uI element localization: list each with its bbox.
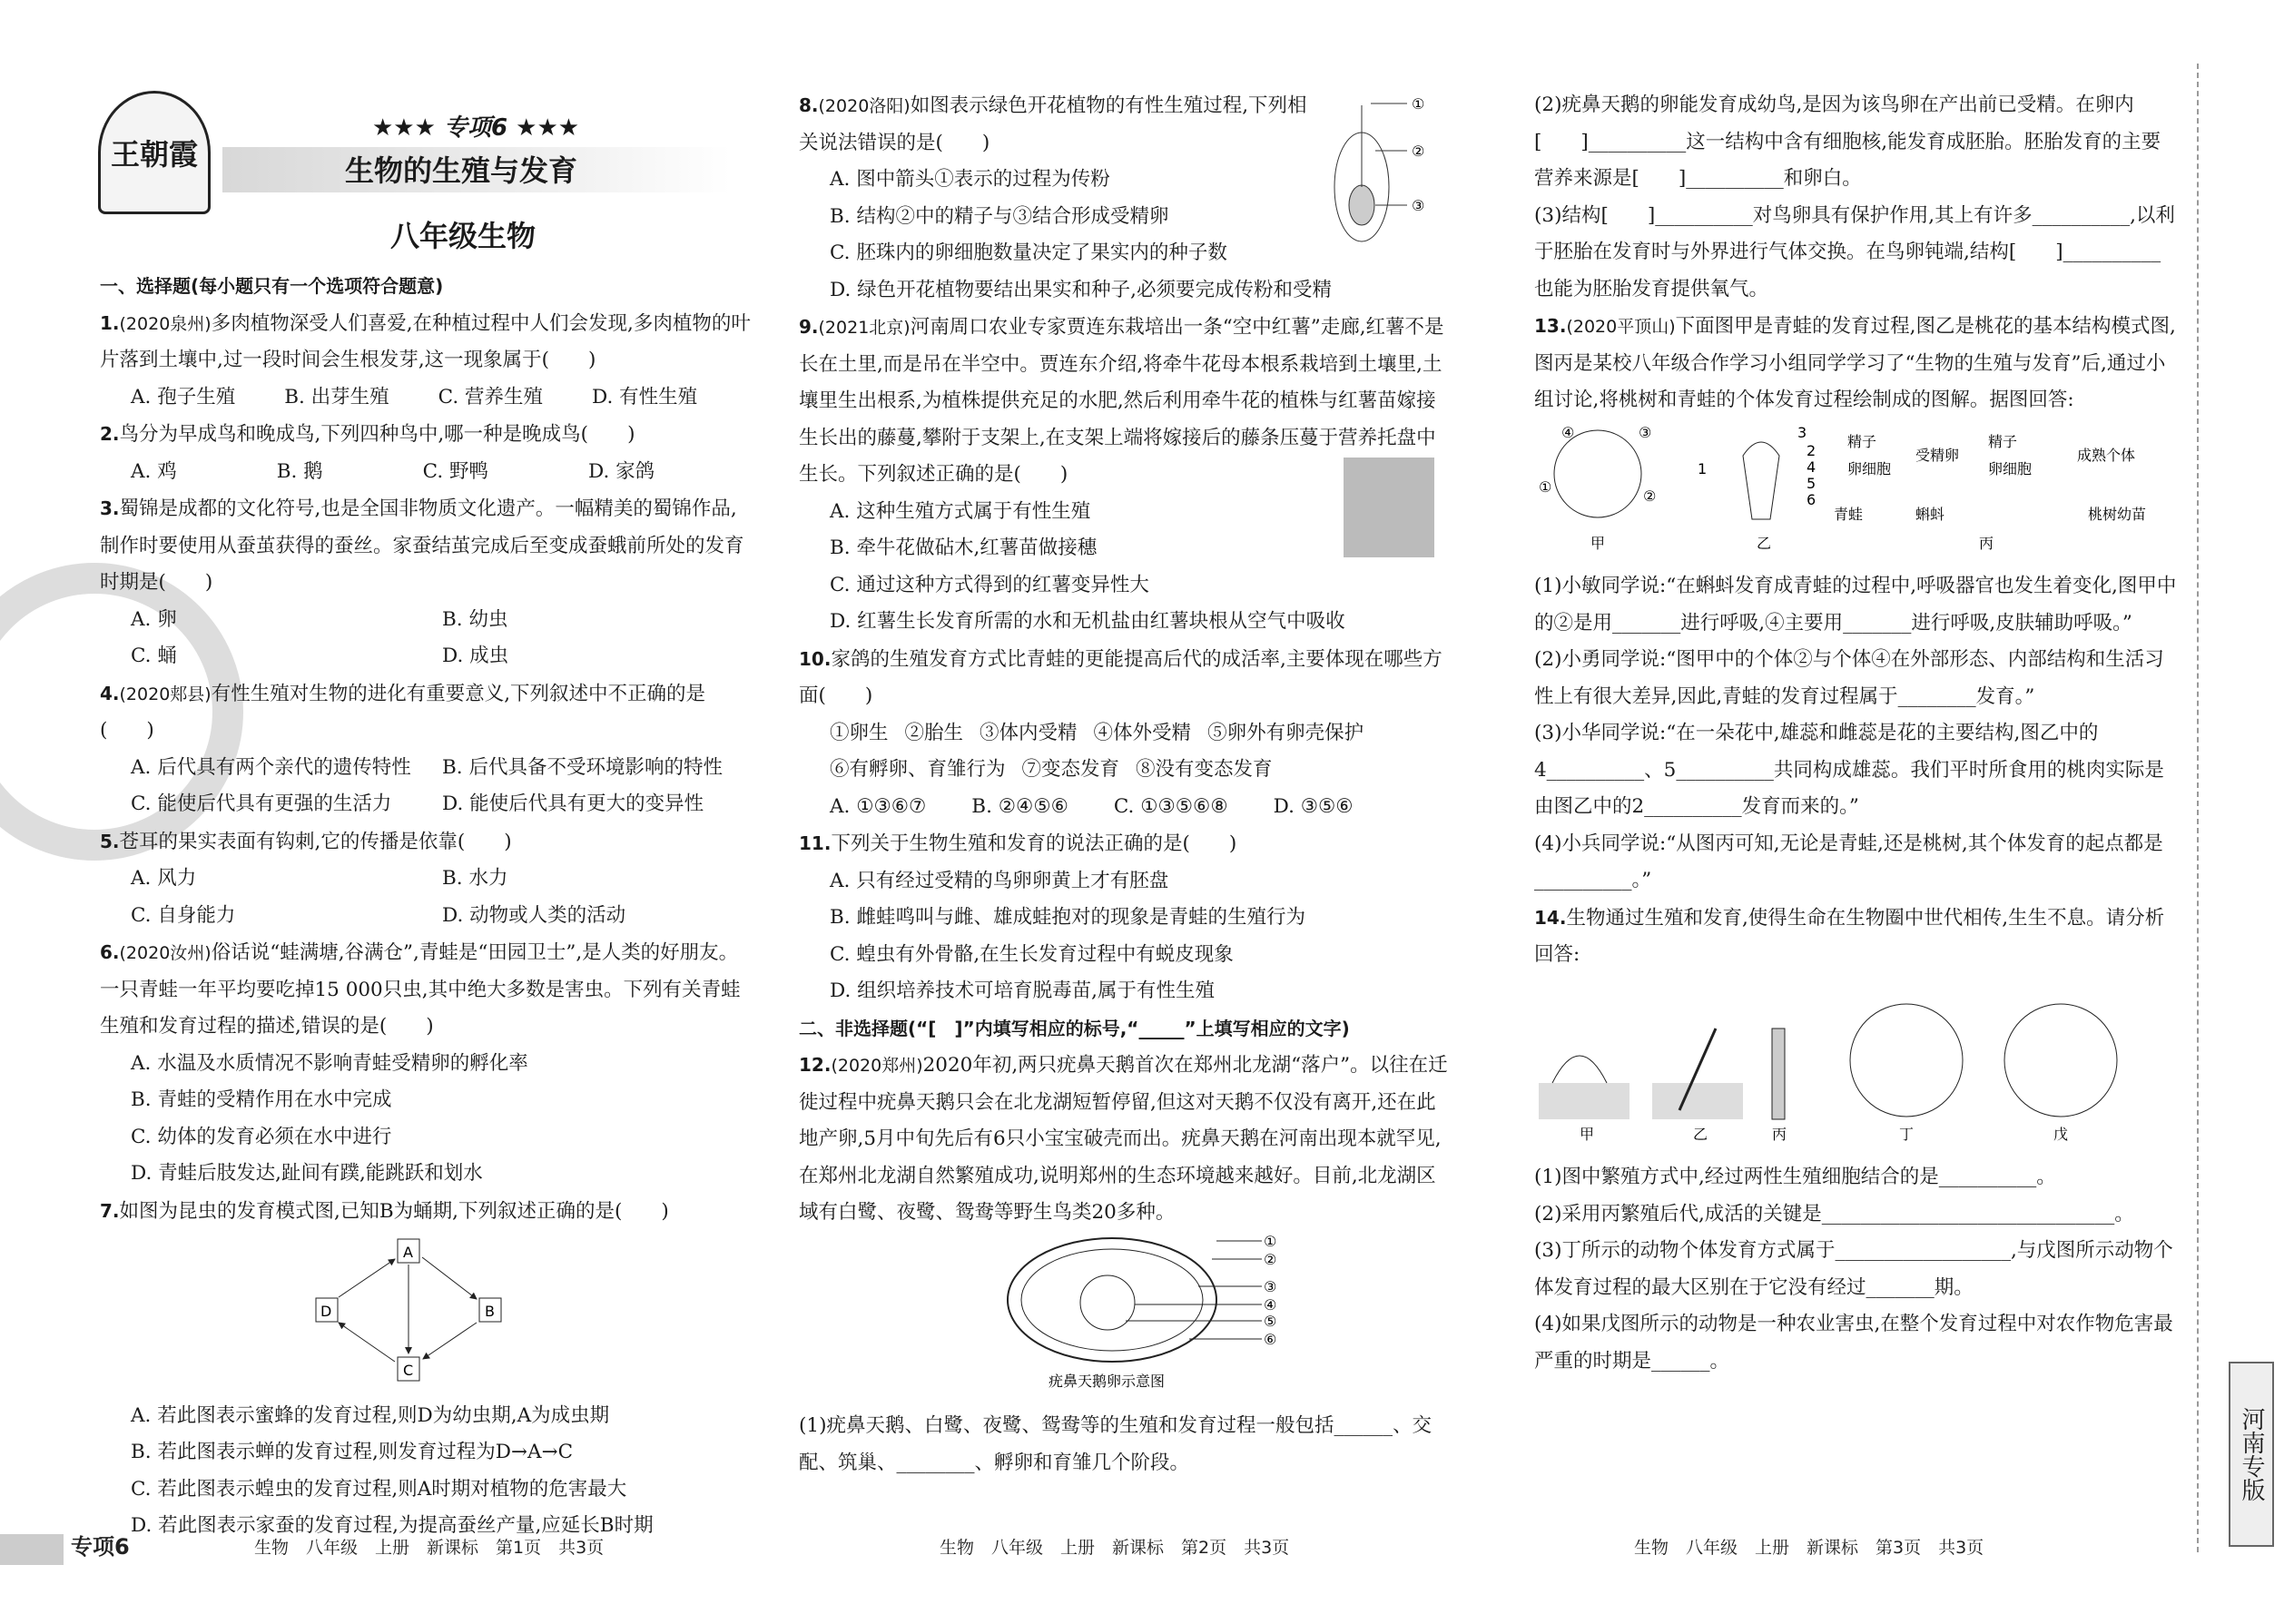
layering-branch	[1552, 1056, 1607, 1083]
question-4	[100, 675, 753, 750]
q3-options	[100, 638, 753, 675]
q-num: 9.	[799, 316, 819, 338]
q-num: 14.	[1534, 906, 1567, 929]
label-1: 1	[1698, 459, 1708, 477]
q-text: 如图为昆虫的发育模式图,已知B为蛹期,下列叙述正确的是( )	[119, 1199, 669, 1223]
question-3	[100, 490, 753, 602]
item: ⑧没有变态发育	[1136, 758, 1273, 781]
q-source: (2021北京)	[818, 318, 911, 338]
question-11	[799, 825, 1452, 863]
page-title: 生物的生殖与发育	[345, 153, 578, 188]
q-text: 下面图甲是青蛙的发育过程,图乙是桃花的基本结构模式图,图丙是某校八年级合作学习小组同学学习了“生物的生殖与发育”后,通过小组讨论,将桃树和青蛙的个体发育过程绘制成的图解。据图回答:	[1534, 315, 2176, 411]
option[interactable]: C. 通过这种方式得到的红薯变异性大	[830, 573, 1149, 596]
swan-egg-diagram	[799, 1232, 1452, 1395]
q-num: 1.	[100, 311, 120, 334]
question-6	[100, 934, 753, 1046]
q-num: 8.	[799, 94, 819, 116]
footer-page-3: 生物 八年级 上册 新课标 第3页 共3页	[1634, 1538, 1984, 1558]
q-text: 如图表示绿色开花植物的有性生殖过程,下列相关说法错误的是( )	[799, 94, 1307, 154]
q-source: (2020泉州)	[119, 313, 212, 334]
subquestion: (2)疣鼻天鹅的卵能发育成幼鸟,是因为该鸟卵在产出前已受精。在卵内[ ]__________这一结构中含有细胞核,能发育成胚胎。胚胎发育的主要营养来源是[ ]__________和卵白。	[1534, 94, 2161, 190]
cycle-ding	[1850, 1004, 1963, 1117]
yolk	[1080, 1275, 1135, 1330]
q9-options-block	[799, 494, 1452, 605]
q5-options	[100, 861, 753, 898]
label-2: ②	[1264, 1250, 1277, 1268]
option[interactable]: C. 蝗虫有外骨骼,在生长发育过程中有蜕皮现象	[830, 942, 1234, 966]
item: ⑤卵外有卵壳保护	[1207, 721, 1364, 744]
q-source: (2020郏县)	[119, 684, 212, 704]
subquestion: (4)小兵同学说:“从图丙可知,无论是青蛙,还是桃树,其个体发育的起点都是__________。”	[1534, 832, 2163, 891]
q-source: (2020洛阳)	[818, 96, 911, 116]
insect-cycle-diagram	[100, 1230, 753, 1384]
option[interactable]: A. 后代具有两个亲代的遗传特性	[131, 755, 411, 779]
option[interactable]: A. 图中箭头①表示的过程为传粉	[830, 168, 1110, 191]
q-num: 7.	[100, 1199, 120, 1222]
option[interactable]: D. 绿色开花植物要结出果实和种子,必须要完成传粉和受精	[830, 278, 1332, 301]
option[interactable]: D. 动物或人类的活动	[442, 903, 626, 927]
footer-bar	[0, 1534, 64, 1565]
caption-ding: 丁	[1899, 1125, 1915, 1143]
flower-fertilization-diagram	[1307, 87, 1452, 269]
option[interactable]: C. 能使后代具有更强的生活力	[131, 792, 392, 815]
q-num: 11.	[799, 832, 832, 854]
q5-options	[100, 898, 753, 935]
label-5: 5	[1807, 474, 1816, 492]
option[interactable]: D. 家鸽	[588, 459, 655, 483]
option[interactable]: A. 若此图表示蜜蜂的发育过程,则D为幼虫期,A为成虫期	[131, 1403, 610, 1427]
caption-jia: 甲	[1580, 1125, 1595, 1143]
section-title: 一、选择题(每小题只有一个选项符合题意)	[100, 275, 444, 297]
adult-label: 成熟个体	[2077, 446, 2136, 464]
option[interactable]: A. 卵	[131, 607, 177, 631]
cut-line	[2197, 64, 2199, 1552]
label-2: ②	[1643, 487, 1657, 505]
soil-yi	[1652, 1083, 1743, 1119]
option[interactable]: B. 后代具备不受环境影响的特性	[442, 755, 723, 779]
logo-text: 王朝霞	[110, 137, 198, 172]
q10-items	[799, 752, 1452, 789]
option[interactable]: A. 水温及水质情况不影响青蛙受精卵的孵化率	[131, 1051, 528, 1075]
q-text: 有性生殖对生物的进化有重要意义,下列叙述中不正确的是( )	[100, 682, 706, 742]
option[interactable]: C. 若此图表示蝗虫的发育过程,则A时期对植物的危害最大	[131, 1477, 627, 1501]
arrow	[339, 1323, 395, 1362]
caption-bing: 丙	[1772, 1125, 1787, 1143]
q-num: 10.	[799, 647, 832, 670]
subquestion: (2)采用丙繁殖后代,成活的关键是______________________________。	[1534, 1202, 2134, 1225]
q10-items	[799, 715, 1452, 753]
q-source: (2020汝州)	[119, 943, 212, 963]
item: ③体内受精	[980, 721, 1078, 744]
option[interactable]: C. ①③⑤⑥⑧	[1113, 794, 1228, 818]
option[interactable]: C. 野鸭	[422, 459, 489, 483]
option[interactable]: B. 幼虫	[442, 607, 508, 631]
question-8	[799, 87, 1307, 162]
graft	[1772, 1029, 1785, 1119]
option[interactable]: A. 只有经过受精的鸟卵卵黄上才有胚盘	[830, 869, 1169, 892]
option[interactable]: A. 风力	[131, 867, 197, 890]
label-3: ③	[1639, 423, 1652, 441]
label-4: 4	[1807, 458, 1816, 476]
section-title: 二、非选择题(“[ ]”内填写相应的标号,“_____”上填写相应的文字)	[799, 1017, 1350, 1039]
option[interactable]: B. 鹅	[276, 459, 323, 483]
reproduction-figures	[1534, 974, 2179, 1147]
frog-cycle	[1554, 430, 1641, 517]
q-text: 苍耳的果实表面有钩刺,它的传播是依靠( )	[119, 830, 512, 853]
question-2	[100, 416, 753, 454]
option[interactable]: B. 雌蛙鸣叫与雌、雄成蛙抱对的现象是青蛙的生殖行为	[830, 906, 1305, 929]
q-text: 生物通过生殖和发育,使得生命在生物圈中世代相传,生生不息。请分析回答:	[1534, 906, 2165, 966]
column-3	[1534, 87, 2179, 1380]
arrow	[422, 1257, 477, 1299]
q-num: 4.	[100, 682, 120, 704]
egg-label: 卵细胞	[1988, 459, 2033, 477]
option[interactable]: A. 孢子生殖	[131, 385, 236, 408]
item: ⑦变态发育	[1021, 758, 1120, 781]
option[interactable]: C. 胚珠内的卵细胞数量决定了果实内的种子数	[830, 241, 1227, 264]
q-text: 家鸽的生殖发育方式比青蛙的更能提高后代的成活率,主要体现在哪些方面( )	[799, 647, 1442, 707]
q-text: 俗话说“蛙满塘,谷满仓”,青蛙是“田园卫士”,是人类的好朋友。一只青蛙一年平均要吃掉15 000只虫,其中绝大多数是害虫。下列有关青蛙生殖和发育过程的描述,错误的是( )	[100, 941, 741, 1038]
question-7	[100, 1193, 753, 1231]
label-6: 6	[1807, 490, 1816, 508]
ovule-shape	[1349, 185, 1374, 225]
footer-page-1: 生物 八年级 上册 新课标 第1页 共3页	[254, 1538, 605, 1558]
column-1	[100, 268, 753, 1545]
sperm-label: 精子	[1988, 432, 2018, 450]
subquestion: (1)小敏同学说:“在蝌蚪发育成青蛙的过程中,呼吸器官也发生着变化,图甲中的②是用_______进行呼吸,④主要用_______进行呼吸,皮肤辅助呼吸。”	[1534, 575, 2177, 635]
subquestion: (2)小勇同学说:“图甲中的个体②与个体④在外部形态、内部结构和生活习性上有很大差异,因此,青蛙的发育过程属于________发育。”	[1534, 648, 2164, 708]
q1-options	[100, 379, 753, 417]
stage-label-a: A	[403, 1244, 413, 1261]
option[interactable]: D. ③⑤⑥	[1273, 794, 1354, 818]
option[interactable]: B. 牵牛花做砧木,红薯苗做接穗	[830, 536, 1098, 559]
cycle-wu	[2004, 1004, 2117, 1117]
q-num: 2.	[100, 423, 120, 445]
brand-logo	[98, 91, 211, 214]
edition-tag: 河南专版	[2229, 1362, 2274, 1547]
q-num: 5.	[100, 830, 120, 852]
q-num: 12.	[799, 1054, 832, 1076]
q-text: 鸟分为早成鸟和晚成鸟,下列四种鸟中,哪一种是晚成鸟( )	[119, 423, 635, 446]
series-label: ★★★ 专项6 ★★★	[372, 114, 580, 142]
seedling-label: 桃树幼苗	[2088, 505, 2147, 523]
question-14	[1534, 900, 2179, 974]
subquestion: (3)结构[ ]__________对鸟卵具有保护作用,其上有许多__________,以利于胚胎在发育时与外界进行气体交换。在鸟卵钝端,结构[ ]__________也能为胚胎发育提供氧气。	[1534, 203, 2175, 300]
label-2: 2	[1807, 441, 1816, 459]
option[interactable]: C. 幼体的发育必须在水中进行	[131, 1125, 392, 1148]
q-text: 河南周口农业专家贾连东栽培出一条“空中红薯”走廊,红薯不是长在土里,而是吊在半空中。贾连东介绍,将牵牛花母本根系栽培到土壤里,土壤里生出根系,为植株提供充足的水肥,然后利用牵牛花的植株与红薯苗嫁接生长出的藤蔓,攀附于支架上,在支架上端将嫁接后的藤条压蔓于营养托盘中生长。下列叙述正确的是( )	[799, 316, 1444, 486]
egg-shell	[1008, 1238, 1216, 1362]
caption-wu: 戊	[2053, 1125, 2069, 1143]
option[interactable]: B. 结构②中的精子与③结合形成受精卵	[830, 204, 1169, 228]
label-1: ①	[1264, 1232, 1277, 1250]
item: ⑥有孵卵、育雏行为	[830, 758, 1006, 781]
question-8-block	[799, 87, 1452, 272]
option[interactable]: D. 组织培养技术可培育脱毒苗,属于有性生殖	[830, 979, 1215, 1002]
q-source: (2020平顶山)	[1566, 317, 1676, 337]
option[interactable]: C. 蛹	[131, 645, 177, 667]
option[interactable]: C. 营养生殖	[438, 385, 544, 408]
option[interactable]: B. ②④⑤⑥	[971, 794, 1068, 818]
question-5	[100, 823, 753, 861]
label-4: ④	[1561, 423, 1575, 441]
item: ④体外受精	[1093, 721, 1192, 744]
q-num: 13.	[1534, 315, 1567, 337]
option[interactable]: B. 水力	[442, 867, 508, 890]
question-10	[799, 641, 1452, 715]
caption-yi: 乙	[1693, 1125, 1708, 1143]
option[interactable]: B. 出芽生殖	[284, 385, 389, 408]
option[interactable]: A. 这种生殖方式属于有性生殖	[830, 499, 1091, 523]
option[interactable]: D. 成虫	[442, 645, 509, 667]
frog-label: 青蛙	[1834, 505, 1864, 523]
option[interactable]: C. 自身能力	[131, 903, 236, 927]
q-text: 多肉植物深受人们喜爱,在种植过程中人们会发现,多肉植物的叶片落到土壤中,过一段时间会生根发芽,这一现象属于( )	[100, 311, 751, 371]
subquestion: (4)如果戊图所示的动物是一种农业害虫,在整个发育过程中对农作物危害最严重的时期是______。	[1534, 1313, 2173, 1373]
q-source: (2020郑州)	[831, 1056, 923, 1076]
subquestion: (3)丁所示的动物个体发育方式属于__________________,与戊图所示动物个体发育过程的最大区别在于它没有经过_______期。	[1534, 1239, 2173, 1299]
column-2	[799, 87, 1452, 1481]
q-num: 6.	[100, 941, 120, 963]
label-6: ⑥	[1264, 1330, 1277, 1348]
tadpole-label: 蝌蚪	[1915, 505, 1945, 523]
footer-series: 专项6	[71, 1534, 130, 1560]
option[interactable]: D. 青蛙后肢发达,趾间有蹼,能跳跃和划水	[131, 1162, 483, 1185]
label-1: ①	[1539, 477, 1552, 496]
stage-label-b: B	[485, 1303, 495, 1320]
egg-membrane	[1021, 1249, 1203, 1351]
option[interactable]: B. 青蛙的受精作用在水中完成	[131, 1088, 392, 1111]
peach-flower	[1743, 442, 1779, 519]
q4-options	[100, 786, 753, 823]
stage-label-d: D	[320, 1303, 332, 1320]
arrow	[339, 1259, 395, 1297]
label-3: ③	[1264, 1277, 1277, 1295]
label-1: ①	[1412, 95, 1425, 113]
sperm-label: 精子	[1847, 432, 1877, 450]
option[interactable]: B. 若此图表示蝉的发育过程,则发育过程为D→A→C	[131, 1441, 574, 1463]
q-text: 2020年初,两只疣鼻天鹅首次在郑州北龙湖“落户”。以往在迁徙过程中疣鼻天鹅只会在北龙湖短暂停留,但这对天鹅不仅没有离开,还在此地产卵,5月中旬先后有6只小宝宝破壳而出。疣鼻天鹅在河南出现本就罕见,在郑州北龙湖自然繁殖成功,说明郑州的生态环境越来越好。目前,北龙湖区域有白鹭、夜鹭、鸳鸯等野生鸟类20多种。	[799, 1054, 1448, 1224]
label-4: ④	[1264, 1295, 1277, 1314]
q4-options	[100, 750, 753, 787]
frog-peach-diagram	[1534, 419, 2179, 556]
arrow	[423, 1323, 477, 1359]
label-5: ⑤	[1264, 1312, 1277, 1330]
series-text: 专项6	[443, 114, 508, 142]
label-2: ②	[1412, 143, 1425, 160]
zygote-label: 受精卵	[1915, 446, 1960, 464]
subquestion: (1)疣鼻天鹅、白鹭、夜鹭、鸳鸯等的生殖和发育过程一般包括______、交配、筑巢、________、孵卵和育雏几个阶段。	[799, 1414, 1432, 1474]
option[interactable]: A. 鸡	[131, 459, 177, 483]
stage-label-c: C	[403, 1362, 414, 1379]
q2-options	[100, 454, 753, 491]
option[interactable]: D. 能使后代具有更大的变异性	[442, 792, 704, 815]
figure-caption: 疣鼻天鹅卵示意图	[1049, 1372, 1166, 1390]
option[interactable]: D. 有性生殖	[592, 385, 698, 408]
subquestion: (3)小华同学说:“在一朵花中,雄蕊和雌蕊是花的主要结构,图乙中的4__________、5__________共同构成雄蕊。我们平时所食用的桃肉实际是由图乙中的2__________发育而来的。”	[1534, 722, 2164, 818]
option[interactable]: D. 若此图表示家蚕的发育过程,为提高蚕丝产量,应延长B时期	[131, 1514, 654, 1537]
question-13	[1534, 308, 2179, 419]
caption-jia: 甲	[1590, 534, 1606, 552]
label-3: ③	[1412, 197, 1425, 214]
egg-label: 卵细胞	[1847, 459, 1892, 477]
item: ②胎生	[904, 721, 964, 744]
question-1	[100, 305, 753, 379]
label-3: 3	[1797, 423, 1807, 441]
q-text: 蜀锦是成都的文化符号,也是全国非物质文化遗产。一幅精美的蜀锦作品,制作时要使用从蚕茧获得的蚕丝。家蚕结茧完成后至变成蚕蛾前所处的发育时期是( )	[100, 497, 744, 594]
option[interactable]: A. ①③⑥⑦	[830, 794, 927, 818]
grade-title: 八年级生物	[390, 219, 537, 253]
option[interactable]: D. 红薯生长发育所需的水和无机盐由红薯块根从空气中吸收	[830, 610, 1345, 633]
sweet-potato-photo	[1344, 458, 1434, 557]
soil-jia	[1539, 1083, 1629, 1119]
q10-options	[799, 789, 1452, 826]
footer-page-2: 生物 八年级 上册 新课标 第2页 共3页	[940, 1538, 1290, 1558]
question-12	[799, 1047, 1452, 1232]
caption-yi: 乙	[1757, 534, 1772, 552]
subquestion: (1)图中繁殖方式中,经过两性生殖细胞结合的是__________。	[1534, 1166, 2056, 1188]
item: ①卵生	[830, 721, 889, 744]
caption-bing: 丙	[1979, 534, 1994, 552]
q-num: 3.	[100, 497, 120, 519]
q3-options	[100, 602, 753, 639]
q-text: 下列关于生物生殖和发育的说法正确的是( )	[831, 832, 1237, 855]
